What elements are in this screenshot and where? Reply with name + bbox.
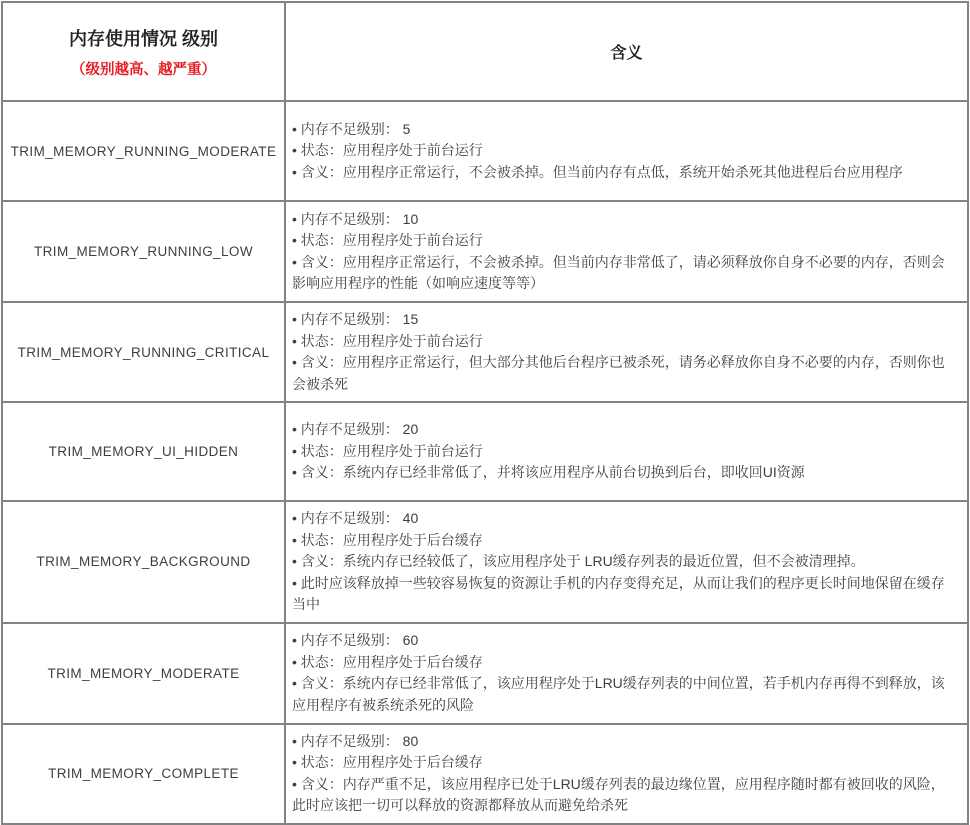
bullet-line: • 内存不足级别： 10 [292, 210, 419, 227]
bullet-line: • 内存不足级别： 80 [292, 732, 419, 749]
table-row [2, 402, 968, 501]
bullet-line: • 状态：应用程序处于前台运行 [292, 232, 483, 248]
table-row [2, 302, 968, 402]
bullet-line: • 状态：应用程序处于后台缓存 [292, 653, 483, 670]
bullet-line: • 状态：应用程序处于前台运行 [292, 142, 483, 159]
meaning-cell [285, 623, 968, 724]
bullet-line: • 含义：应用程序正常运行，不会被杀掉。但当前内存有点低，系统开始杀死其他进程后台应用程序 [292, 163, 903, 180]
meaning-cell [285, 501, 968, 623]
bullet-line: • 状态：应用程序处于前台运行 [292, 332, 483, 349]
bullet-line: • 此时应该释放掉一些较容易恢复的资源让手机的内存变得充足，从而让我们的程序更长时间地保留在缓存当中 [292, 574, 945, 612]
header-level-cell [2, 2, 285, 101]
level-name: TRIM_MEMORY_COMPLETE [2, 724, 285, 824]
bullet-line: • 含义：系统内存已经非常低了，并将该应用程序从前台切换到后台，即收回UI资源 [292, 464, 805, 481]
table-row [2, 724, 968, 824]
meaning-cell [285, 201, 968, 302]
level-column-title: 内存使用情况 级别 [68, 28, 218, 49]
meaning-cell [285, 101, 968, 201]
bullet-line: • 状态：应用程序处于前台运行 [292, 442, 483, 459]
level-name: TRIM_MEMORY_RUNNING_LOW [2, 201, 285, 302]
table-row [2, 201, 968, 302]
bullet-line: • 内存不足级别： 15 [292, 311, 419, 327]
meaning-cell [285, 724, 968, 824]
bullet-line: • 含义：应用程序正常运行，不会被杀掉。但当前内存非常低了，请必须释放你自身不必要的内存，否则会影响应用程序的性能（如响应速度等等） [292, 253, 945, 291]
bullet-line: • 含义：系统内存已经非常低了，该应用程序处于LRU缓存列表的中间位置，若手机内存再得不到释放，该应用程序有被系统杀死的风险 [292, 675, 945, 713]
meaning-cell [285, 302, 968, 402]
bullet-line: • 含义：系统内存已经较低了，该应用程序处于 LRU缓存列表的最近位置，但不会被清理掉。 [292, 553, 865, 569]
meaning-cell [285, 402, 968, 501]
bullet-line: • 状态：应用程序处于后台缓存 [292, 754, 483, 770]
header-meaning-cell [285, 2, 968, 101]
header-row [2, 2, 968, 101]
bullet-line: • 内存不足级别： 20 [292, 421, 419, 438]
level-name: TRIM_MEMORY_RUNNING_CRITICAL [2, 302, 285, 402]
bullet-line: • 内存不足级别： 5 [292, 120, 411, 137]
level-name: TRIM_MEMORY_BACKGROUND [2, 501, 285, 623]
level-name: TRIM_MEMORY_RUNNING_MODERATE [2, 101, 285, 201]
bullet-line: • 状态：应用程序处于后台缓存 [292, 531, 483, 548]
bullet-line: • 含义：内存严重不足，该应用程序已处于LRU缓存列表的最边缘位置，应用程序随时都有被回收的风险，此时应该把一切可以释放的资源都释放从而避免给杀死 [292, 775, 945, 813]
meaning-column-title: 含义 [610, 45, 643, 62]
table-row [2, 623, 968, 724]
level-name: TRIM_MEMORY_MODERATE [2, 623, 285, 724]
bullet-line: • 含义：应用程序正常运行，但大部分其他后台程序已被杀死，请务必释放你自身不必要的内存，否则你也会被杀死 [292, 354, 945, 392]
bullet-line: • 内存不足级别： 60 [292, 632, 419, 648]
level-name: TRIM_MEMORY_UI_HIDDEN [2, 402, 285, 501]
bullet-line: • 内存不足级别： 40 [292, 510, 419, 526]
table-row [2, 101, 968, 201]
table-row [2, 501, 968, 623]
level-column-subtitle: （级别越高、越严重） [71, 61, 216, 78]
trim-memory-levels-table [1, 1, 969, 825]
